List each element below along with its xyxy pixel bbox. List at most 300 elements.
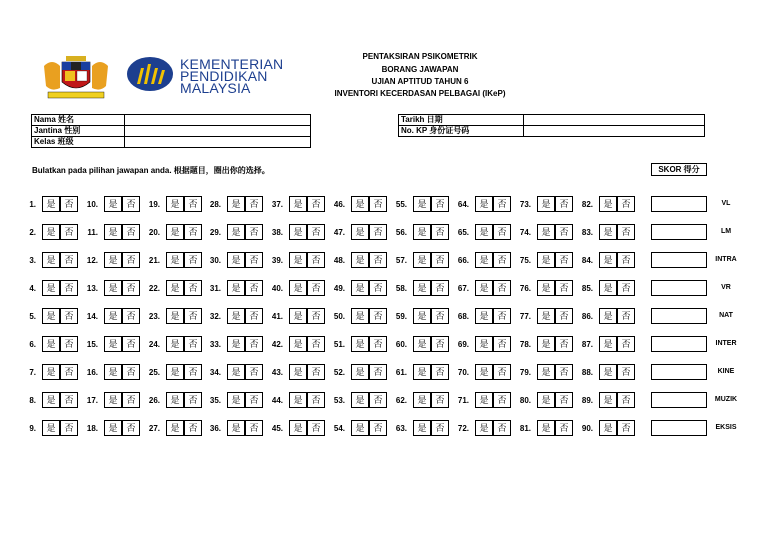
option-no[interactable]: 否 <box>60 224 78 240</box>
option-no[interactable]: 否 <box>555 224 573 240</box>
option-no[interactable]: 否 <box>60 308 78 324</box>
option-yes[interactable]: 是 <box>42 224 60 240</box>
score-box[interactable] <box>651 308 707 324</box>
question-number: 5. <box>29 312 36 321</box>
option-no[interactable]: 否 <box>555 196 573 212</box>
option-no[interactable]: 否 <box>184 196 202 212</box>
option-no[interactable]: 否 <box>60 392 78 408</box>
option-no[interactable]: 否 <box>245 196 263 212</box>
option-no[interactable]: 否 <box>307 308 325 324</box>
scale-label: INTER <box>715 340 737 347</box>
option-yes[interactable]: 是 <box>537 420 555 436</box>
question-number: 10. <box>86 200 98 209</box>
option-yes[interactable]: 是 <box>537 308 555 324</box>
question-number: 83. <box>581 228 593 237</box>
question-number: 63. <box>395 424 407 433</box>
question-number: 59. <box>395 312 407 321</box>
option-no[interactable]: 否 <box>493 308 511 324</box>
question-number: 47. <box>333 228 345 237</box>
option-no[interactable]: 否 <box>307 336 325 352</box>
question-number: 65. <box>457 228 469 237</box>
question-number: 16. <box>86 368 98 377</box>
option-yes[interactable]: 是 <box>599 196 617 212</box>
option-yes[interactable]: 是 <box>475 196 493 212</box>
question-number: 80. <box>519 396 531 405</box>
question-number: 73. <box>519 200 531 209</box>
option-no[interactable]: 否 <box>369 224 387 240</box>
option-yes[interactable]: 是 <box>166 252 184 268</box>
score-box[interactable] <box>651 280 707 296</box>
option-no[interactable]: 否 <box>122 252 140 268</box>
question-number: 18. <box>86 424 98 433</box>
option-yes[interactable]: 是 <box>42 280 60 296</box>
option-no[interactable]: 否 <box>60 336 78 352</box>
option-yes[interactable]: 是 <box>104 280 122 296</box>
option-no[interactable]: 否 <box>245 308 263 324</box>
scale-label: VR <box>721 284 731 291</box>
option-no[interactable]: 否 <box>617 364 635 380</box>
question-number: 76. <box>519 284 531 293</box>
question-number: 89. <box>581 396 593 405</box>
question-number: 71. <box>457 396 469 405</box>
option-yes[interactable]: 是 <box>413 336 431 352</box>
question-number: 58. <box>395 284 407 293</box>
question-number: 7. <box>29 368 36 377</box>
question-number: 30. <box>209 256 221 265</box>
question-number: 68. <box>457 312 469 321</box>
no-kp-label: No. KP 身份证号码 <box>399 126 524 137</box>
option-yes[interactable]: 是 <box>599 252 617 268</box>
option-yes[interactable]: 是 <box>42 364 60 380</box>
no-kp-field[interactable] <box>524 126 705 137</box>
wordmark-line-1: KEMENTERIAN <box>180 56 284 72</box>
option-yes[interactable]: 是 <box>227 336 245 352</box>
question-number: 12. <box>86 256 98 265</box>
question-number: 25. <box>148 368 160 377</box>
option-no[interactable]: 否 <box>307 252 325 268</box>
option-yes[interactable]: 是 <box>166 224 184 240</box>
option-yes[interactable]: 是 <box>166 280 184 296</box>
option-no[interactable]: 否 <box>555 392 573 408</box>
option-yes[interactable]: 是 <box>599 392 617 408</box>
option-no[interactable]: 否 <box>122 280 140 296</box>
option-no[interactable]: 否 <box>617 252 635 268</box>
option-no[interactable]: 否 <box>431 252 449 268</box>
option-no[interactable]: 否 <box>617 336 635 352</box>
option-yes[interactable]: 是 <box>42 252 60 268</box>
option-no[interactable]: 否 <box>184 308 202 324</box>
question-number: 40. <box>271 284 283 293</box>
option-yes[interactable]: 是 <box>104 224 122 240</box>
option-yes[interactable]: 是 <box>289 392 307 408</box>
question-number: 2. <box>29 228 36 237</box>
option-yes[interactable]: 是 <box>42 392 60 408</box>
score-box[interactable] <box>651 392 707 408</box>
option-yes[interactable]: 是 <box>599 336 617 352</box>
option-no[interactable]: 否 <box>307 392 325 408</box>
option-yes[interactable]: 是 <box>599 308 617 324</box>
option-yes[interactable]: 是 <box>413 224 431 240</box>
question-number: 3. <box>29 256 36 265</box>
option-no[interactable]: 否 <box>184 364 202 380</box>
option-yes[interactable]: 是 <box>166 364 184 380</box>
option-no[interactable]: 否 <box>60 252 78 268</box>
option-no[interactable]: 否 <box>431 336 449 352</box>
question-number: 64. <box>457 200 469 209</box>
option-no[interactable]: 否 <box>184 224 202 240</box>
answer-row <box>0 364 768 382</box>
option-yes[interactable]: 是 <box>537 252 555 268</box>
option-no[interactable]: 否 <box>431 224 449 240</box>
scale-label: LM <box>720 228 732 235</box>
option-no[interactable]: 否 <box>184 252 202 268</box>
option-no[interactable]: 否 <box>431 196 449 212</box>
question-number: 66. <box>457 256 469 265</box>
question-number: 23. <box>148 312 160 321</box>
option-yes[interactable]: 是 <box>289 308 307 324</box>
option-no[interactable]: 否 <box>122 392 140 408</box>
option-no[interactable]: 否 <box>555 336 573 352</box>
option-yes[interactable]: 是 <box>475 364 493 380</box>
scale-label: VL <box>721 200 731 207</box>
option-yes[interactable]: 是 <box>475 224 493 240</box>
option-no[interactable]: 否 <box>184 280 202 296</box>
option-no[interactable]: 否 <box>122 420 140 436</box>
option-no[interactable]: 否 <box>555 252 573 268</box>
question-number: 61. <box>395 368 407 377</box>
question-number: 86. <box>581 312 593 321</box>
option-no[interactable]: 否 <box>493 392 511 408</box>
scale-label: NAT <box>719 312 733 319</box>
option-yes[interactable]: 是 <box>475 280 493 296</box>
option-yes[interactable]: 是 <box>413 392 431 408</box>
option-no[interactable]: 否 <box>369 336 387 352</box>
question-number: 84. <box>581 256 593 265</box>
option-no[interactable]: 否 <box>307 420 325 436</box>
option-yes[interactable]: 是 <box>351 196 369 212</box>
option-no[interactable]: 否 <box>617 224 635 240</box>
option-no[interactable]: 否 <box>555 364 573 380</box>
question-number: 9. <box>29 424 36 433</box>
question-number: 67. <box>457 284 469 293</box>
kpm-logo-icon <box>126 56 174 92</box>
option-yes[interactable]: 是 <box>475 336 493 352</box>
option-no[interactable]: 否 <box>60 196 78 212</box>
option-no[interactable]: 否 <box>493 252 511 268</box>
option-no[interactable]: 否 <box>307 364 325 380</box>
option-no[interactable]: 否 <box>307 196 325 212</box>
nama-field[interactable] <box>125 115 311 126</box>
score-box[interactable] <box>651 224 707 240</box>
student-info-table <box>31 114 311 148</box>
question-number: 24. <box>148 340 160 349</box>
option-yes[interactable]: 是 <box>227 196 245 212</box>
question-number: 31. <box>209 284 221 293</box>
question-number: 6. <box>29 340 36 349</box>
question-number: 54. <box>333 424 345 433</box>
score-box[interactable] <box>651 364 707 380</box>
title-line-3: UJIAN APTITUD TAHUN 6 <box>371 77 469 86</box>
option-yes[interactable]: 是 <box>599 280 617 296</box>
option-no[interactable]: 否 <box>555 420 573 436</box>
option-yes[interactable]: 是 <box>475 392 493 408</box>
score-box[interactable] <box>651 420 707 436</box>
question-number: 14. <box>86 312 98 321</box>
question-number: 21. <box>148 256 160 265</box>
option-no[interactable]: 否 <box>245 336 263 352</box>
option-no[interactable]: 否 <box>60 364 78 380</box>
scale-label: MUZIK <box>714 396 738 403</box>
option-yes[interactable]: 是 <box>289 364 307 380</box>
option-yes[interactable]: 是 <box>104 420 122 436</box>
option-yes[interactable]: 是 <box>104 392 122 408</box>
option-yes[interactable]: 是 <box>351 392 369 408</box>
option-yes[interactable]: 是 <box>104 336 122 352</box>
question-number: 50. <box>333 312 345 321</box>
option-yes[interactable]: 是 <box>351 336 369 352</box>
option-yes[interactable]: 是 <box>475 420 493 436</box>
question-number: 77. <box>519 312 531 321</box>
jantina-label: Jantina 性别 <box>32 126 125 137</box>
nama-label: Nama 姓名 <box>32 115 125 126</box>
kelas-label: Kelas 班级 <box>32 137 125 148</box>
option-no[interactable]: 否 <box>369 308 387 324</box>
option-yes[interactable]: 是 <box>166 196 184 212</box>
option-no[interactable]: 否 <box>369 196 387 212</box>
question-number: 82. <box>581 200 593 209</box>
option-yes[interactable]: 是 <box>537 280 555 296</box>
option-no[interactable]: 否 <box>493 336 511 352</box>
question-number: 17. <box>86 396 98 405</box>
question-number: 81. <box>519 424 531 433</box>
option-yes[interactable]: 是 <box>413 196 431 212</box>
option-yes[interactable]: 是 <box>289 280 307 296</box>
title-line-4: INVENTORI KECERDASAN PELBAGAI (IKeP) <box>334 89 506 98</box>
jantina-field[interactable] <box>125 126 311 137</box>
option-yes[interactable]: 是 <box>537 336 555 352</box>
question-number: 35. <box>209 396 221 405</box>
question-number: 43. <box>271 368 283 377</box>
question-number: 85. <box>581 284 593 293</box>
scale-label: INTRA <box>715 256 737 263</box>
tarikh-field[interactable] <box>524 115 705 126</box>
instruction-text: Bulatkan pada pilihan jawapan anda. 根据题目，圈出你的选择。 <box>32 166 270 175</box>
option-no[interactable]: 否 <box>184 336 202 352</box>
option-no[interactable]: 否 <box>245 280 263 296</box>
answer-row <box>0 252 768 270</box>
option-no[interactable]: 否 <box>369 280 387 296</box>
option-no[interactable]: 否 <box>245 392 263 408</box>
question-number: 39. <box>271 256 283 265</box>
question-number: 78. <box>519 340 531 349</box>
option-yes[interactable]: 是 <box>227 420 245 436</box>
option-no[interactable]: 否 <box>431 308 449 324</box>
option-yes[interactable]: 是 <box>351 224 369 240</box>
question-number: 79. <box>519 368 531 377</box>
question-number: 26. <box>148 396 160 405</box>
question-number: 33. <box>209 340 221 349</box>
option-no[interactable]: 否 <box>307 280 325 296</box>
option-yes[interactable]: 是 <box>351 420 369 436</box>
option-yes[interactable]: 是 <box>413 364 431 380</box>
question-number: 90. <box>581 424 593 433</box>
option-yes[interactable]: 是 <box>351 364 369 380</box>
option-no[interactable]: 否 <box>493 420 511 436</box>
option-no[interactable]: 否 <box>122 336 140 352</box>
answer-row <box>0 392 768 410</box>
option-no[interactable]: 否 <box>369 420 387 436</box>
question-number: 34. <box>209 368 221 377</box>
option-yes[interactable]: 是 <box>42 420 60 436</box>
question-number: 36. <box>209 424 221 433</box>
option-yes[interactable]: 是 <box>537 196 555 212</box>
option-no[interactable]: 否 <box>617 420 635 436</box>
option-yes[interactable]: 是 <box>599 224 617 240</box>
kpm-wordmark <box>180 58 283 94</box>
option-no[interactable]: 否 <box>617 308 635 324</box>
question-number: 88. <box>581 368 593 377</box>
option-yes[interactable]: 是 <box>289 196 307 212</box>
question-number: 29. <box>209 228 221 237</box>
question-number: 8. <box>29 396 36 405</box>
question-number: 56. <box>395 228 407 237</box>
option-yes[interactable]: 是 <box>104 252 122 268</box>
option-yes[interactable]: 是 <box>166 420 184 436</box>
option-no[interactable]: 否 <box>493 224 511 240</box>
question-number: 52. <box>333 368 345 377</box>
option-yes[interactable]: 是 <box>599 420 617 436</box>
option-no[interactable]: 否 <box>431 364 449 380</box>
option-no[interactable]: 否 <box>122 308 140 324</box>
option-no[interactable]: 否 <box>184 392 202 408</box>
option-yes[interactable]: 是 <box>227 392 245 408</box>
answer-row <box>0 196 768 214</box>
wordmark-line-3: MALAYSIA <box>180 80 251 96</box>
option-yes[interactable]: 是 <box>227 364 245 380</box>
question-number: 32. <box>209 312 221 321</box>
option-no[interactable]: 否 <box>493 280 511 296</box>
question-number: 62. <box>395 396 407 405</box>
question-number: 57. <box>395 256 407 265</box>
option-yes[interactable]: 是 <box>227 252 245 268</box>
score-box[interactable] <box>651 196 707 212</box>
option-no[interactable]: 否 <box>493 196 511 212</box>
option-no[interactable]: 否 <box>555 280 573 296</box>
answer-row <box>0 224 768 242</box>
question-number: 13. <box>86 284 98 293</box>
option-yes[interactable]: 是 <box>413 252 431 268</box>
question-number: 22. <box>148 284 160 293</box>
option-no[interactable]: 否 <box>369 364 387 380</box>
question-number: 20. <box>148 228 160 237</box>
option-yes[interactable]: 是 <box>413 420 431 436</box>
option-no[interactable]: 否 <box>60 280 78 296</box>
option-no[interactable]: 否 <box>431 420 449 436</box>
option-no[interactable]: 否 <box>369 392 387 408</box>
option-no[interactable]: 否 <box>122 224 140 240</box>
option-no[interactable]: 否 <box>617 196 635 212</box>
option-no[interactable]: 否 <box>431 392 449 408</box>
option-yes[interactable]: 是 <box>537 224 555 240</box>
option-yes[interactable]: 是 <box>537 364 555 380</box>
option-no[interactable]: 否 <box>122 364 140 380</box>
question-number: 41. <box>271 312 283 321</box>
title-line-1: PENTAKSIRAN PSIKOMETRIK <box>362 52 478 61</box>
score-box[interactable] <box>651 252 707 268</box>
option-no[interactable]: 否 <box>245 420 263 436</box>
option-yes[interactable]: 是 <box>227 308 245 324</box>
option-yes[interactable]: 是 <box>42 196 60 212</box>
option-yes[interactable]: 是 <box>289 252 307 268</box>
option-no[interactable]: 否 <box>122 196 140 212</box>
question-number: 46. <box>333 200 345 209</box>
option-yes[interactable]: 是 <box>104 196 122 212</box>
question-number: 1. <box>29 200 36 209</box>
option-no[interactable]: 否 <box>617 392 635 408</box>
option-no[interactable]: 否 <box>245 364 263 380</box>
title-line-2: BORANG JAWAPAN <box>381 65 459 74</box>
option-yes[interactable]: 是 <box>537 392 555 408</box>
option-no[interactable]: 否 <box>555 308 573 324</box>
question-number: 38. <box>271 228 283 237</box>
scale-label: KINE <box>717 368 735 375</box>
question-number: 42. <box>271 340 283 349</box>
option-no[interactable]: 否 <box>493 364 511 380</box>
option-no[interactable]: 否 <box>369 252 387 268</box>
option-no[interactable]: 否 <box>60 420 78 436</box>
option-yes[interactable]: 是 <box>289 336 307 352</box>
option-yes[interactable]: 是 <box>413 280 431 296</box>
option-no[interactable]: 否 <box>431 280 449 296</box>
scale-label: EKSIS <box>715 424 737 431</box>
option-yes[interactable]: 是 <box>289 420 307 436</box>
question-number: 60. <box>395 340 407 349</box>
option-yes[interactable]: 是 <box>42 308 60 324</box>
question-number: 45. <box>271 424 283 433</box>
option-yes[interactable]: 是 <box>166 392 184 408</box>
option-yes[interactable]: 是 <box>166 308 184 324</box>
option-no[interactable]: 否 <box>307 224 325 240</box>
answer-row <box>0 308 768 326</box>
option-yes[interactable]: 是 <box>42 336 60 352</box>
question-number: 87. <box>581 340 593 349</box>
kelas-field[interactable] <box>125 137 311 148</box>
question-number: 11. <box>87 228 98 237</box>
option-yes[interactable]: 是 <box>413 308 431 324</box>
question-number: 53. <box>333 396 345 405</box>
option-yes[interactable]: 是 <box>104 364 122 380</box>
option-yes[interactable]: 是 <box>166 336 184 352</box>
option-yes[interactable]: 是 <box>351 252 369 268</box>
option-yes[interactable]: 是 <box>351 308 369 324</box>
option-yes[interactable]: 是 <box>227 280 245 296</box>
question-number: 37. <box>271 200 283 209</box>
option-yes[interactable]: 是 <box>475 308 493 324</box>
option-yes[interactable]: 是 <box>104 308 122 324</box>
option-no[interactable]: 否 <box>617 280 635 296</box>
option-no[interactable]: 否 <box>245 252 263 268</box>
option-no[interactable]: 否 <box>184 420 202 436</box>
score-box[interactable] <box>651 336 707 352</box>
option-yes[interactable]: 是 <box>475 252 493 268</box>
option-yes[interactable]: 是 <box>351 280 369 296</box>
option-yes[interactable]: 是 <box>599 364 617 380</box>
option-yes[interactable]: 是 <box>227 224 245 240</box>
option-yes[interactable]: 是 <box>289 224 307 240</box>
option-no[interactable]: 否 <box>245 224 263 240</box>
answer-row <box>0 420 768 438</box>
date-id-table <box>398 114 705 137</box>
